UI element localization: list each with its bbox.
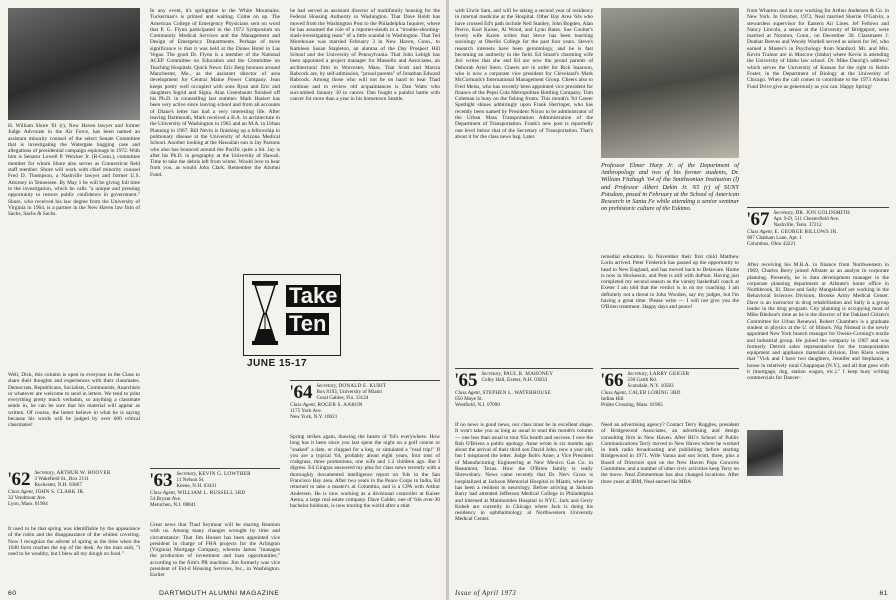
left-col2: In any event, it's springtime in the White Mountains. Tuckerman's is primed and waiting. Come on up. The American College of Emergency Physicians sent on word that P. G. Flynn participated in the 1972 Symposium on Community Medical Services and the Management and Design of Emergency Departments. Perhaps of more significance is that it was held at the Dunes Hotel in Las Vegas. The good Dr. Flynn is a member of the National ACEP Committee on Education and the Committee on Teaching Hospitals. Quick News: Eric Berg bounces around Manchester, Me., as the assistant director of area development for Central Maine Power Company. Jean keeps pretty well occupied with sons Ryan and Eric and daughters Ingrid and Signa. Alan Greenbaum finished off his Ph.D. in counselling last summer. Mark Hasiert has been very active since leaving school and from all accounts of Diane's letter has had a very interesting life. After leaving Dartmouth, Mark received a B.A. in architecture in the University of Washington in 1965 and an M.A. in Urban Planning in 1967. Bill Nevin is finishing up a fellowship in pulmonary disease at the University of Arizona Medical School. Another looking at the Hawaiian sun is Jay Parsons who also has bounced around the Pacific quite a bit. Jay is after his Ph.D. in geography at the University of Hawaii. Time to take the debris left from winter. Would love to hear from you, as would John Clark. Remember the Alumni Fund. [150,8,280,178]
class-year: ' 67 [747,210,769,229]
class-year: ' 64 [290,383,312,402]
anthropology-photo [601,8,739,158]
left-col2-lower: Great news that Thad Seymour will be sharing Reunion with us. Among many changes wrought by time and circumstance: That Jim Houser has been appointed vice president in charge of FHA projects for the Arlington (Virginia) Mortgage Company, wherein James "manages the production of investment and loan opportunities," according to the firm's PR machine. Jim formerly was vice president of Eid-il Housing Services, Inc., in Washington. Earlier [150,522,280,579]
class-year: ' 66 [601,371,623,390]
right-page-number: 61 [879,590,888,597]
class67-rule [747,207,889,208]
class67-block: ' 67 Secretary, DR. JON GOLDSMITH Apt. 9-D, 511 Chesterfield Ave. Nashville, Tenn. 37212 Class Agent, E. GEORGE BILLOWS JR. 907 Chatham Lane, Apt. 1 Columbus, Ohio 43221 [747,210,889,258]
right-col3-lower: After receiving his M.B.A. in finance from Northwestern in 1969, Charles Berry joined Allstate as an analyst in corporate planning. Presently, he is data development manager in the corporate planning department at Allstate's home office in Northbrook, Ill. Dave and Sally Mangelsdorf are working in the Behavioral Sciences Division, Brooke Army Medical Center. Dave is an instructor in drug rehabilitation and Sally is a group leader in the drug program. City planning is occupying most of Mike Bledsoe's time as he is the director of the Oakland Citizen's Committee for Urban Renewal. Robert Chambers is a graduate student in physics at the U. of Illinois. Nip Nistead is the newly appointed New York branch manager for Owens-Corning's textile and industrial group. He joined the company in 1967 and was formerly Detroit sales representative for the transportation equipment and appliance materials division. Don Klein writes that "Vick and I have two daughters, Jennifer and Stephanie, a house in relatively rural Chappaqua (N.Y.), and all that goes with it (mortgage, dog, station wagon, etc.)." I keep busy writing commercials for Dancer- [747,262,889,382]
class64-block: ' 64 Secretary, DONALD E. KUBIT Box 8193, University of Miami Coral Gables, Fla. 33124 Class Agent, ROGER S. AARON 1175 York Ave. New York, N.Y. 10021 [290,383,440,431]
left-col3-lower: Spring strikes again, thawing the hearts of '64's everywhere. How long has it been since you last spent the night on a golf course or "snaked" a date, or chipped for a keg, or simulated a "road trip!" If you are a typical '64, probably about eight years, four tons of crabgrass, three promotions, one wife and 1.2 children ago. But I digress. Ed Gingras answered my plea for class news recently with a thoroughly documented intelligence report on '64s in the San Francisco Bay area. After two years in the Peace Corps in India, Ed returned to take a master's at Columbia, and is a CPA with Arthur Andersen. He is now working as a divisional controller at Kaiser Aetna, a large real estate company. Dave Calder, one of '64s over-30 bachelor holdouts, is now touring the world after a stint [290,434,440,510]
class-year: ' 65 [455,371,477,390]
class66-rule [601,368,739,369]
magazine-name: DARTMOUTH ALUMNI MAGAZINE [159,590,280,597]
left-col1-lower: Well, Dick, this column is open to everyone in the Class to share their thoughts and experiences with their classmates. Democrats, Republicans, Socialists, Communists, Anarchists or whatever are welcome to send in letters. We tend to print everything pretty much verbatim, so anything a classmate sends in, he can be sure that his material will appear as written. Of course, the better believe in what he is saying because his words will be judged by over 600 critical classmates! [8,372,140,429]
watergate-photo [8,8,140,120]
left-page [0,0,446,600]
right-col3: from Wharton and is now working for Arthur Andersen & Co. in New York. In October, 1972, Neal married Sherrie O'Galvin, a stewardess supervisor for Eastern Air Lines. Jef Fellows and Nancy Lincoln, a senior at the University of Bridgeport, were married at Noroton, Conn., on December 30. Classmates J. Dunbar Reeves and Woody Wardell served as ushers for Jef, who earned a Master's in Psychology from Stanford. Mr. and Mrs. Kevin Trainor are in Moscow (Idaho) where Kevin is attending the University of Idaho law school. Dr. Mike Dancig's address? which serves the University of Kansas for the right to Robin Foster, in the Department of Biology at the University of Chicago. When the call comes to contribute to the 1973 Alumni Fund Drive give as generously as you can. Happy Spring! [747,8,889,90]
class62-text: It used to be that spring was identifiable by the appearance of the robin and the disappearance of the whitest covering. Now I recognize the advent of spring as the time when the 1040 form reaches the top of the desk. As the man said, "I used to be wealthy, but I blew all my dough on food." [8,526,140,558]
right-photo-caption: Professor Elmer Harp Jr. of the Department of Anthropology and two of his former students, Dr. William Fitzhugh '64 of the Smithsonian Institution (l) and Professor Albert Dekin Jr. '65 (r) of SUNY Potsdam, posed in February at the School of American Research in Santa Fe while attending a senior seminar on prehistoric culture of the Eskimo. [601,162,739,213]
right-col2-lower: Need an advertising agency? Contact Terry Ruggles, president of Bridgewood Associates, an advertising and design consulting firm in New Haven. After BU's School of Public Communications Terry moved to New Haven where he worked in both radio broadcasting and publishing before starting Bridgewood in 1971. Wife Vanna and son Scott, three, plus a Board of Directors spot on the New Haven Pops Concerts Committee, and a number of other civic activities keep Terry on the move. Neal Zimmerman has also changed locations. After three years at IBM, Neal earned his MBA [601,422,739,485]
class63-rule [150,468,280,469]
left-page-number: 60 [8,590,17,597]
right-col2: remedial education. In November their first child Matthew Lorin arrived. Peter Frederick has passed up the opportunity to head to New England, and has moved back to Delaware. Home is now in Hockessin, and Pete is still with duPont. Having just completed my second season as the varsity basketball coach at Exeter I am told that the verdict is in on my coaching. I am definitely not a threat to John Wooden, say my judges, but I'm having a great time. Please write — I will not give you the O'Brien treatment. Happy days and peace! [601,254,739,311]
take-ten-word1: Take [286,285,341,307]
take-ten-reunion-logo [243,274,347,370]
hourglass-icon [250,281,280,345]
left-photo-caption: H. William Shure '61 (r), New Haven lawyer and former Judge Advocate in the Air Force, has been named an assistant minority counsel of the select Senate Committee that is investigating the Watergate bugging case and allegations of presidential campaign espionage in 1972. With him is Senator Lowell P. Weicker Jr. (R-Conn.), committee member for whom Shure also serves as Connecticut field staff member. Shure will work with chief minority counsel Fred D. Thompson, a Nashville lawyer and former U.S. Attorney in Tennessee. By May 1 he will be giving full time to the investigation, which he calls "a unique and pressing opportunity to restore public confidence in government." Shure, who received his law degree from the University of Virginia in 1964, is a partner in the New Haven law firm of Sachs, Sachs & Sachs. [8,123,140,218]
class62-block: ' 62 Secretary, ARTHUR W. HOOVER 3 Wakefield St., Box 2111 Rochester, N.H. 03867 Class Agent, JOHN S. CLARK JR. 32 Vendmont Ave. Lyon, Mass. 01904 [8,470,140,510]
issue-line: Issue of April 1973 [455,590,517,597]
take-ten-frame [243,274,341,356]
class65-block: ' 65 Secretary, PAUL R. MAHONEY Colby Hall, Exeter, N.H. 03833 Class Agent, STEPHEN L. WATERHOUSE 650 Maye St. Westfield, N.J. 07090 [455,371,593,419]
class65-rule [455,368,593,369]
reunion-dates: JUNE 15-17 [247,358,308,369]
right-col1: with Uncle Sam, and will be taking a second year of residency in internal medicine at the Hospital. Other Bay Area '64s who have crossed Ed's path include Neil Stanley, John Bogden, Alan Pierce, Kurt Kaiser, Al Wood, and Lynn Bates. Sue Coulter's lovely wife Karen writes that Steve has been teaching sociology at Oberlin College for the past four years. Steve's research interests have been gerontology, and he is fast becoming an authority in the field. Ed Smart's charming wife Jeri writes that she and Ed are now the proud parents of Deborah Ariel Stern. Cheers are in order for Rick Isaacson, who is now a corporate vice president for Cleveland's Mark McCormack's International Management Group. Cheers also to Fred Meiss, who has recently been appointed vice president for finance of the Pepsi Cola Metropolitan Bottling Company. Tom Coleman is busy on the fishing fronts. This month's '64 Career Spotlight shines admiringly upon Frank Herringer, who has recently been named by President Nixon to be administrator of the Urban Mass Transportation Administration of the Department of Transportation. Frank's new post is reportedly one level below that of the Secretary of Transportation. That's about it for the class news bag. Later. [455,8,593,140]
take-ten-word2: Ten [286,313,329,335]
class-year: ' 62 [8,470,30,489]
right-col1-lower: If no news is good news, our class must be in excellent shape. It won't take you as long as usual to read this month's column — one less than usual to tout '65s health and success. I owe the Bob O'Briens a public apology. Anne wrote in six months ago about the arrival of their third son David John, now a year old, but I misplaced the letter. Judge Bob's Anne, a Vice President of Manufacturing Engineering at New Mexico Gas Co. in Beaumont, Texas. How the O'Brien family is really Shrewsbury. News came recently that Dr. Nerv Gross is hospitalized at Jackson Memorial Hospital in Miami, where he has been a resident in neurology. Before arriving at Jackson Barry had attended Jefferson Medical College in Philadelphia and interned at Maimonides Hospital in NYC. Jack and Gerry Kubek are currently in Chicago where Jack is doing his residency in ophthalmology at Northwestern University Medical Center. [455,422,593,523]
class-year: ' 63 [150,471,172,490]
class64-rule [290,380,440,381]
class66-block: ' 66 Secretary, LARRY GEIGER 230 Garth Rd. Scarsdale, N.Y. 10583 Class Agent, CALEB LORING 3RD Indian Hill Prides Crossing, Mass. 01965 [601,371,739,419]
left-col3: he had served as assistant director of multifamily housing for the Federal Housing Authority in Washington. That Dave Boldt has moved from the Washington Post to the Philadelphia Inquirer, where he has assumed the role of a reporter-sleuth in a "trouble-shooting-slash-investigating team" of a little scandal in Washington. That Ted Morehouse was married February 3 in New Haven, Conn., to Kathleen Susan Stapleton, an alumna of the Day Prospect Hill School and the University of Pennsylvania. That John Lehigh has been appointed a project manager for Massello and Associates, an architectural firm in Worcester, Mass. That Scott and Marcia Babcock are, by self-admission, "proud parents" of Jonathan Edward Babcock. Among those who will not be on hand to hear Thad continue and to review old acquaintances is Dan Watts who succumbed January 30 to cancer. Dan fought a painful battle with cancer for more than a year in his hometown Seattle. [290,8,440,103]
class63-block: ' 63 Secretary, KEVIN G. LOWTHER 11 Nelson St. Keene, N.H. 03431 Class Agent, WILLIAM L. RUSSELL 3RD 54 Bryant Ave. Metuchen, N.J. 08841 [150,471,280,519]
